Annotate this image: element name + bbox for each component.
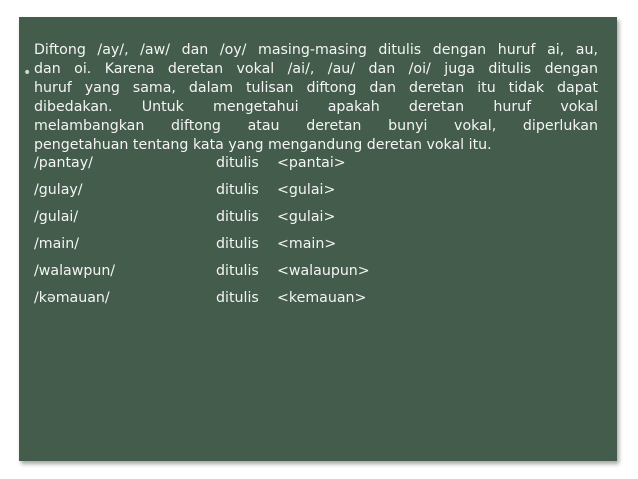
verb-label: ditulis xyxy=(216,263,259,279)
spelling-form: <gulai> xyxy=(277,182,336,198)
bullet-marker: • xyxy=(23,65,32,81)
verb-label: ditulis xyxy=(216,209,259,225)
phonemic-form: /gulay/ xyxy=(34,182,83,198)
phonemic-form: /kəmauan/ xyxy=(34,290,110,306)
paragraph-line: Diftong /ay/, /aw/ dan /oy/ masing-masing ditulis dengan huruf ai, au, xyxy=(34,42,598,58)
paragraph-line: pengetahuan tentang kata yang mengandung deretan vokal itu. xyxy=(34,137,492,153)
verb-label: ditulis xyxy=(216,290,259,306)
phonemic-form: /main/ xyxy=(34,236,80,252)
paragraph-line: dibedakan. Untuk mengetahui apakah deretan huruf vokal xyxy=(34,99,598,115)
spelling-form: <pantai> xyxy=(277,155,346,171)
paragraph-line: melambangkan diftong atau deretan bunyi vokal, diperlukan xyxy=(34,118,598,134)
spelling-form: <walaupun> xyxy=(277,263,370,279)
spelling-form: <kemauan> xyxy=(277,290,367,306)
verb-label: ditulis xyxy=(216,155,259,171)
phonemic-form: /pantay/ xyxy=(34,155,93,171)
spelling-form: <main> xyxy=(277,236,337,252)
verb-label: ditulis xyxy=(216,182,259,198)
paragraph-line: dan oi. Karena deretan vokal /ai/, /au/ dan /oi/ juga ditulis dengan xyxy=(34,61,598,77)
phonemic-form: /gulai/ xyxy=(34,209,79,225)
content-panel xyxy=(19,17,617,461)
paragraph xyxy=(34,41,598,155)
spelling-form: <gulai> xyxy=(277,209,336,225)
paragraph-line: huruf yang sama, dalam tulisan diftong dan deretan itu tidak dapat xyxy=(34,80,598,96)
verb-label: ditulis xyxy=(216,236,259,252)
phonemic-form: /walawpun/ xyxy=(34,263,116,279)
